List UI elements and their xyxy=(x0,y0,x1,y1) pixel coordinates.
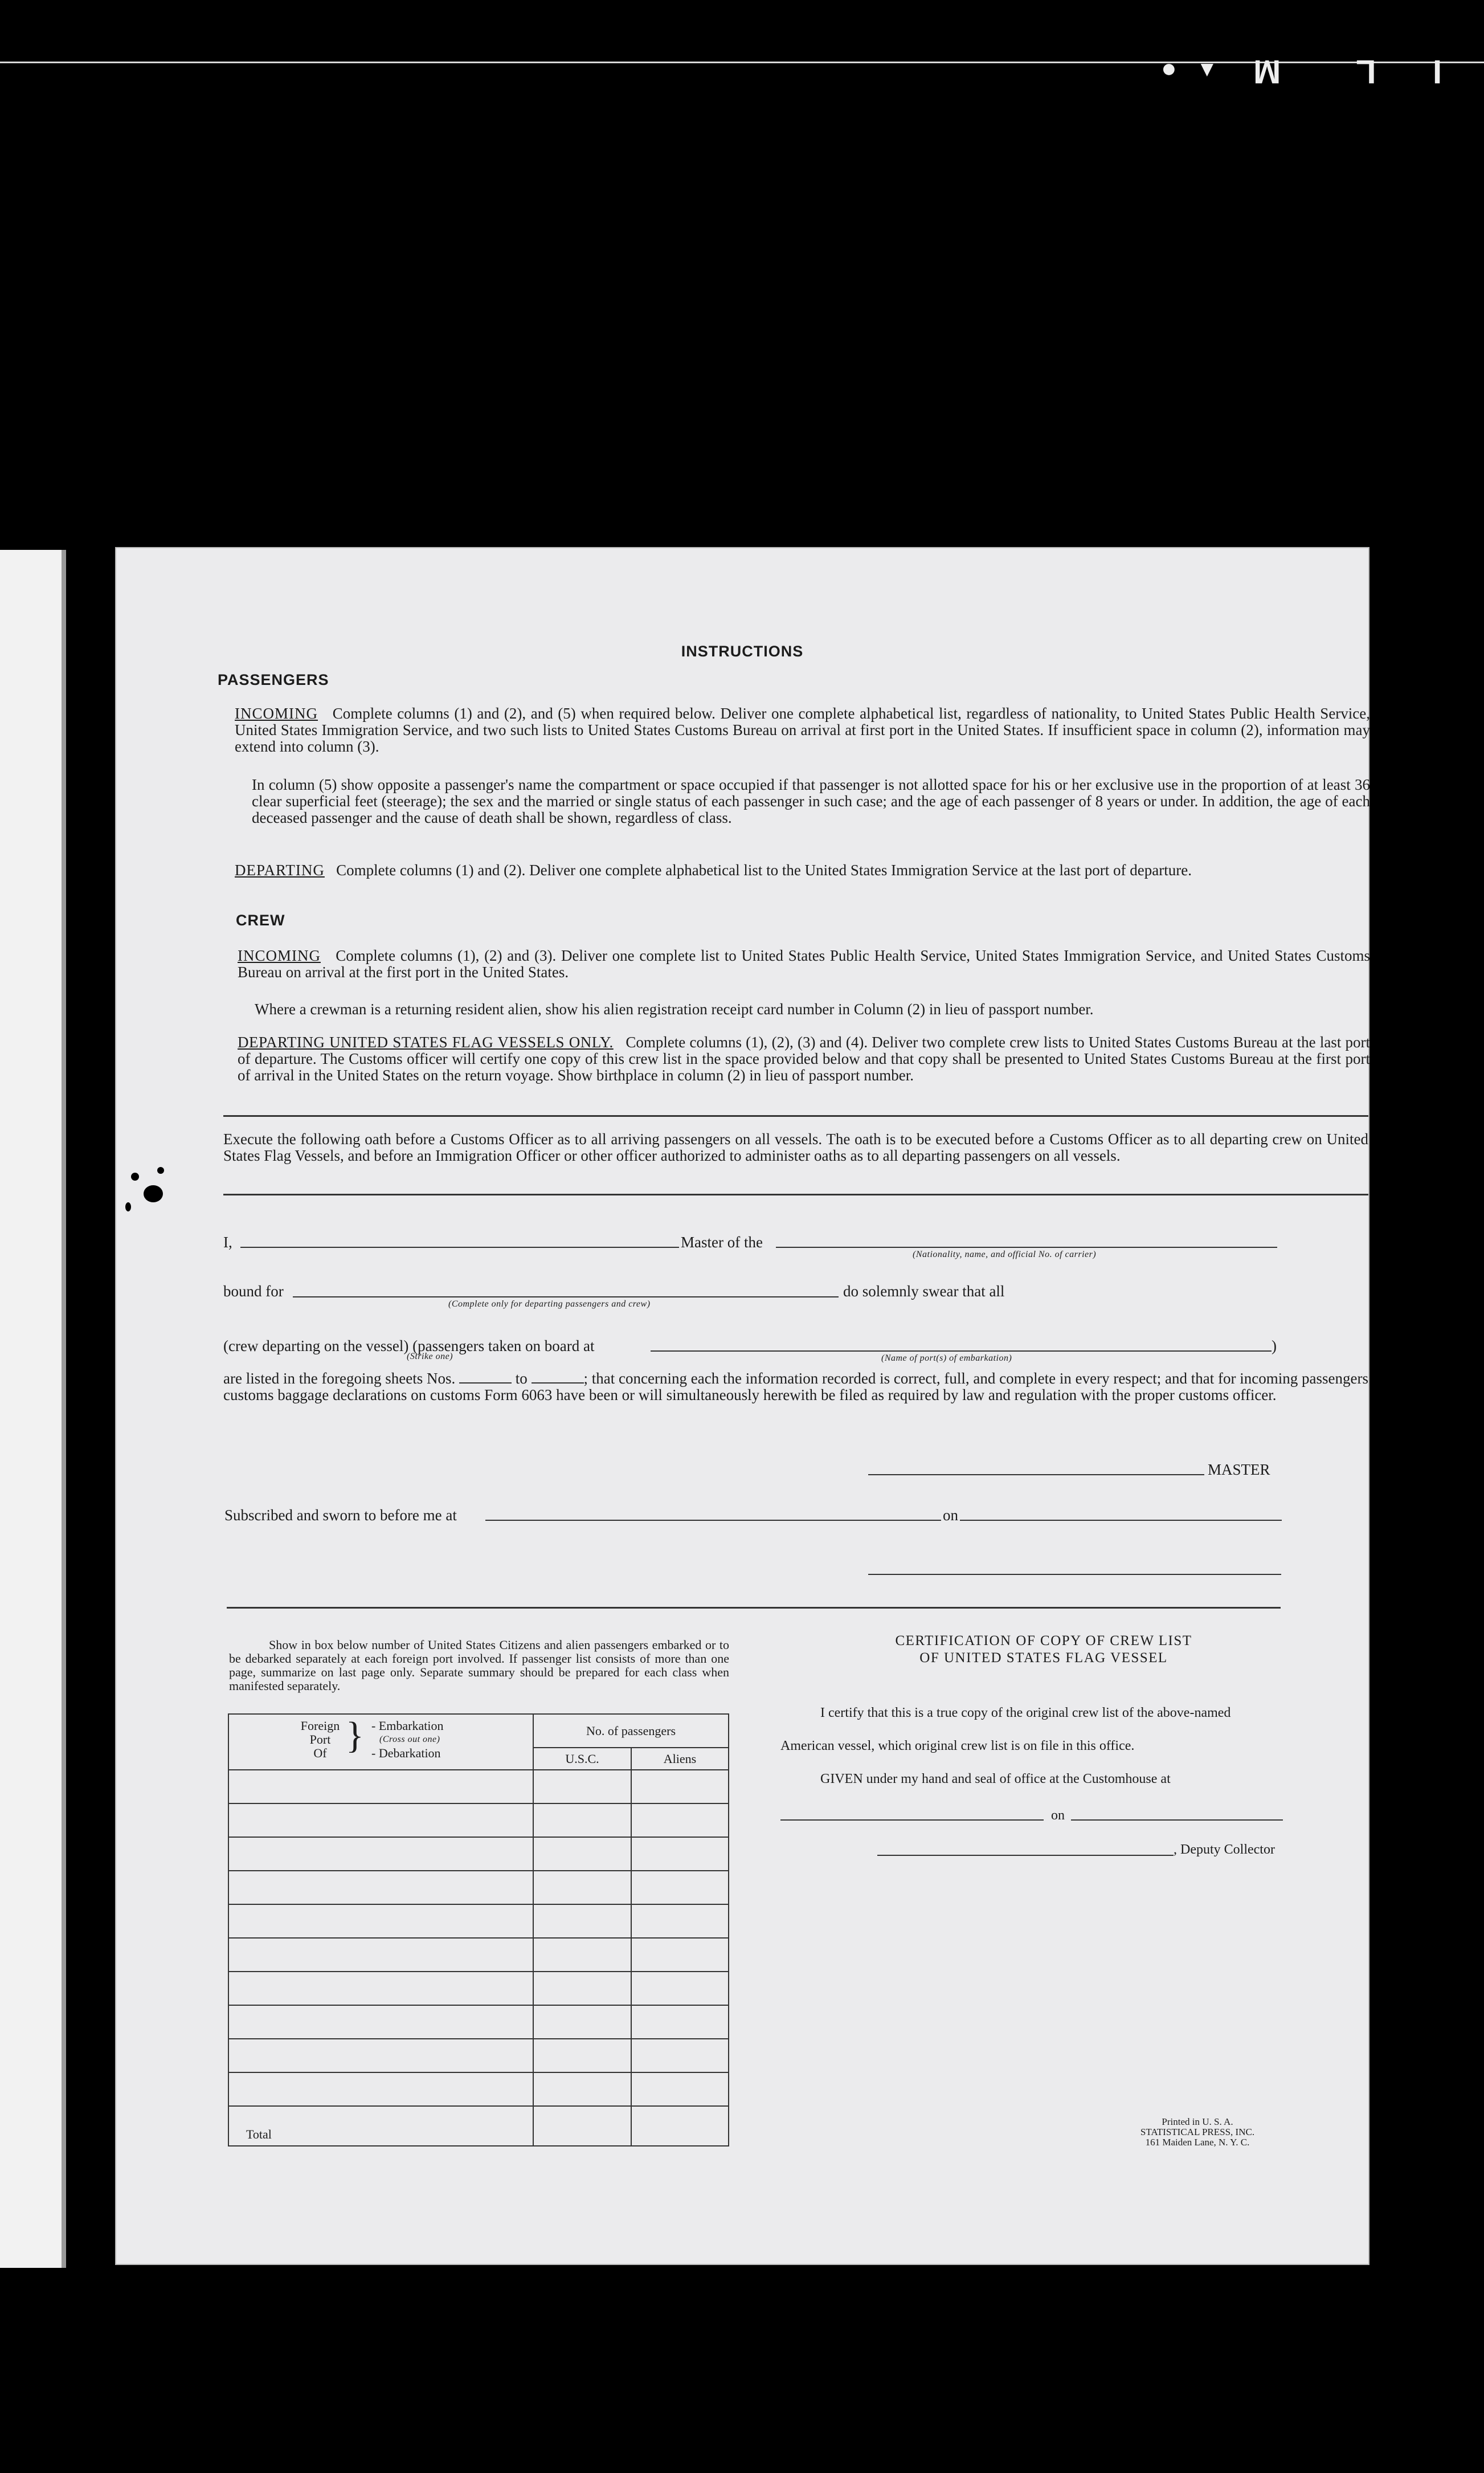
aliens-cell[interactable] xyxy=(631,2005,729,2039)
sheets-paragraph xyxy=(223,1370,1368,1403)
usc-cell[interactable] xyxy=(533,1972,631,2005)
ink-blot xyxy=(157,1167,164,1174)
film-mark-dot: ● xyxy=(1161,56,1177,86)
of-label: Of xyxy=(313,1746,327,1760)
aliens-cell[interactable] xyxy=(631,2072,729,2106)
table-row xyxy=(228,1837,729,1871)
printer-line3: 161 Maiden Lane, N. Y. C. xyxy=(1145,2137,1250,2148)
port-cell[interactable] xyxy=(228,1871,533,1904)
sheets-to-blank[interactable] xyxy=(532,1372,584,1384)
usc-cell[interactable] xyxy=(533,1904,631,1938)
divider xyxy=(227,1607,1281,1609)
film-mark-triangle: ▲ xyxy=(1196,59,1218,83)
usc-cell[interactable] xyxy=(533,1871,631,1904)
oath-i: I, xyxy=(223,1234,232,1251)
summary-instructions: Show in box below number of United States Citizens and alien passengers embarked or to be debarked separately at each foreign port involved. If passenger list consists of more than one page, summarize on last page only. Separate summary should be prepared for each class when manifested separately. xyxy=(229,1638,729,1693)
embark-options xyxy=(371,1719,443,1760)
aliens-cell[interactable] xyxy=(631,1938,729,1972)
cert-on-label: on xyxy=(1051,1808,1065,1823)
ink-blot xyxy=(131,1173,139,1181)
printer-imprint xyxy=(1106,2117,1289,2148)
crew-departing-label: DEPARTING UNITED STATES FLAG VESSELS ONLY. xyxy=(238,1034,614,1051)
sheets-text: ; that concerning each the information recorded is correct, full, and complete in every respect; and that for incoming passengers customs baggage declarations on customs Form 6063 have been or will simultaneously herewith be filed as required by law and regulation with the proper customs officer. xyxy=(223,1370,1369,1403)
film-mark-l: L xyxy=(1356,53,1376,90)
table-row xyxy=(228,1904,729,1938)
instructions-heading: INSTRUCTIONS xyxy=(681,643,804,660)
usc-header: U.S.C. xyxy=(533,1748,631,1770)
ports-note: (Name of port(s) of embarkation) xyxy=(881,1353,1012,1363)
usc-cell[interactable] xyxy=(533,2039,631,2072)
aliens-total-cell[interactable] xyxy=(631,2106,729,2146)
divider xyxy=(223,1115,1368,1117)
passengers-departing-block xyxy=(235,862,1370,879)
ports-line[interactable] xyxy=(651,1350,1272,1352)
nationality-note: (Nationality, name, and official No. of carrier) xyxy=(913,1250,1097,1259)
printer-line1: Printed in U. S. A. xyxy=(1162,2116,1233,2127)
film-mark-i: I xyxy=(1433,53,1442,90)
deputy-signature-line[interactable] xyxy=(877,1855,1174,1856)
port-header-cell xyxy=(228,1714,533,1770)
sheets-prefix: are listed in the foregoing sheets Nos. xyxy=(223,1370,456,1387)
deputy-collector-label: , Deputy Collector xyxy=(1174,1842,1275,1857)
customhouse-line[interactable] xyxy=(780,1819,1044,1821)
form-page xyxy=(115,547,1369,2265)
port-cell[interactable] xyxy=(228,1770,533,1803)
brace-icon: } xyxy=(346,1715,364,1756)
crew-departing-choice: (crew departing on the vessel) (passengers taken on board at xyxy=(223,1337,595,1354)
ink-blot xyxy=(125,1202,131,1211)
certify-line1: I certify that this is a true copy of the original crew list of the above-named xyxy=(820,1705,1231,1720)
certification-title-line1: CERTIFICATION OF COPY OF CREW LIST xyxy=(895,1633,1192,1648)
table-header-row xyxy=(228,1714,729,1748)
table-row xyxy=(228,1803,729,1837)
sworn-place-line[interactable] xyxy=(485,1520,941,1521)
aliens-cell[interactable] xyxy=(631,1871,729,1904)
table-row xyxy=(228,2072,729,2106)
column5-text: In column (5) show opposite a passenger's name the compartment or space occupied if that passenger is not allotted space for his or her exclusive use in the proportion of at least 36 clear superficial feet (steerage); the sex and the married or single status of each passenger in such case; and the age of each passenger of 8 years or under. In addition, the age of each deceased passenger and the cause of death shall be shown, regardless of class. xyxy=(252,776,1370,826)
usc-cell[interactable] xyxy=(533,1770,631,1803)
passengers-departing-label: DEPARTING xyxy=(235,862,325,879)
aliens-cell[interactable] xyxy=(631,1803,729,1837)
aliens-cell[interactable] xyxy=(631,1904,729,1938)
total-row xyxy=(228,2106,729,2146)
port-cell[interactable] xyxy=(228,1904,533,1938)
port-cell[interactable] xyxy=(228,1803,533,1837)
passenger-summary-table xyxy=(228,1713,729,2146)
debarkation-label[interactable]: - Debarkation xyxy=(371,1746,441,1760)
crew-incoming-text: Complete columns (1), (2) and (3). Deliver one complete list to United States Public Health Service, United States Immigration Service, and United States Customs Bureau on arrival at the first port in the United States. xyxy=(238,947,1371,981)
divider xyxy=(223,1194,1368,1195)
total-label: Total xyxy=(228,2106,533,2146)
table-row xyxy=(228,1770,729,1803)
oath-intro: Execute the following oath before a Customs Officer as to all arriving passengers on all vessels. The oath is to be executed before a Customs Officer as to all departing crew on United States Flag Vessels, and before an Immigration Officer or other officer authorized to administer oaths as to all departing passengers on all vessels. xyxy=(223,1131,1368,1164)
port-cell[interactable] xyxy=(228,1972,533,2005)
usc-cell[interactable] xyxy=(533,2072,631,2106)
sheets-from-blank[interactable] xyxy=(459,1372,512,1384)
embarkation-label[interactable]: - Embarkation xyxy=(371,1719,444,1733)
certification-title xyxy=(799,1633,1289,1667)
bound-note: (Complete only for departing passengers and crew) xyxy=(448,1299,651,1309)
table-row xyxy=(228,1938,729,1972)
bound-for-label: bound for xyxy=(223,1283,284,1300)
given-text: GIVEN under my hand and seal of office at the Customhouse at xyxy=(820,1772,1171,1786)
table-row xyxy=(228,1972,729,2005)
sheets-to: to xyxy=(515,1370,528,1387)
aliens-cell[interactable] xyxy=(631,1770,729,1803)
passengers-incoming-block xyxy=(235,705,1370,755)
crew-incoming-label: INCOMING xyxy=(238,947,321,964)
passengers-incoming-label: INCOMING xyxy=(235,705,318,722)
usc-cell[interactable] xyxy=(533,1837,631,1871)
adjacent-page-strip xyxy=(0,550,66,2268)
port-label: Port xyxy=(309,1732,331,1746)
adjacent-page-edge xyxy=(62,550,66,2268)
master-name-line[interactable] xyxy=(240,1247,679,1248)
subscribed-label: Subscribed and sworn to before me at xyxy=(224,1507,457,1524)
aliens-cell[interactable] xyxy=(631,2039,729,2072)
foreign-label: Foreign xyxy=(300,1719,340,1733)
sworn-on-label: on xyxy=(943,1507,958,1524)
aliens-header: Aliens xyxy=(631,1748,729,1770)
crew-incoming-block xyxy=(238,948,1370,981)
table-row xyxy=(228,1871,729,1904)
certify-line2: American vessel, which original crew list is on file in this office. xyxy=(780,1739,1135,1753)
aliens-cell[interactable] xyxy=(631,1837,729,1871)
no-of-passengers-header: No. of passengers xyxy=(533,1714,729,1748)
usc-cell[interactable] xyxy=(533,1803,631,1837)
carrier-line[interactable] xyxy=(776,1247,1277,1248)
cert-date-line[interactable] xyxy=(1071,1819,1283,1821)
crew-title: CREW xyxy=(236,912,285,929)
port-cell[interactable] xyxy=(228,1837,533,1871)
port-cell[interactable] xyxy=(228,2072,533,2106)
aliens-cell[interactable] xyxy=(631,1972,729,2005)
table-row xyxy=(228,2039,729,2072)
usc-cell[interactable] xyxy=(533,2005,631,2039)
close-paren: ) xyxy=(1272,1337,1277,1354)
strike-note: (Strike one) xyxy=(407,1352,453,1361)
sworn-date-line[interactable] xyxy=(960,1520,1282,1521)
port-cell[interactable] xyxy=(228,2039,533,2072)
crew-resident-text: Where a crewman is a returning resident alien, show his alien registration receipt card number in Column (2) in lieu of passport number. xyxy=(255,1001,1094,1018)
film-mark-m: M xyxy=(1253,53,1281,90)
table-row xyxy=(228,2005,729,2039)
crew-departing-block xyxy=(238,1034,1370,1084)
swear-text: do solemnly swear that all xyxy=(843,1283,1005,1300)
certification-title-line2: OF UNITED STATES FLAG VESSEL xyxy=(919,1650,1168,1666)
port-cell[interactable] xyxy=(228,1938,533,1972)
passengers-departing-text: Complete columns (1) and (2). Deliver one complete alphabetical list to the United States Immigration Service at the last port of departure. xyxy=(336,862,1192,879)
crew-departing-text: Complete columns (1), (2), (3) and (4). Deliver two complete crew lists to United States Customs Bureau at the last port of departure. The Customs officer will certify one copy of this crew list in the space provided below and that copy shall be presented to United States Customs Bureau at the first port of arrival in the United States on the return voyage. Show birthplace in column (2) in lieu of passport number. xyxy=(238,1034,1370,1084)
officer-signature-line[interactable] xyxy=(868,1574,1281,1575)
master-label: MASTER xyxy=(1208,1461,1270,1478)
foreign-port-of xyxy=(295,1719,346,1760)
ink-blot xyxy=(144,1185,163,1202)
port-cell[interactable] xyxy=(228,2005,533,2039)
master-signature-line[interactable] xyxy=(868,1474,1204,1475)
film-marks xyxy=(1145,52,1464,92)
usc-total-cell[interactable] xyxy=(533,2106,631,2146)
cross-out-note: (Cross out one) xyxy=(379,1735,440,1744)
usc-cell[interactable] xyxy=(533,1938,631,1972)
passengers-title: PASSENGERS xyxy=(218,671,329,688)
bound-for-line[interactable] xyxy=(293,1296,839,1297)
printer-line2: STATISTICAL PRESS, INC. xyxy=(1140,2127,1255,2137)
master-of-the-label: Master of the xyxy=(681,1234,763,1251)
passengers-incoming-text: Complete columns (1) and (2), and (5) when required below. Deliver one complete alphabetical list, regardless of nationality, to United States Public Health Service, United States Immigration Service, and two such lists to United States Customs Bureau on arrival at first port in the United States. If insufficient space in column (2), information may extend into column (3). xyxy=(235,705,1371,755)
